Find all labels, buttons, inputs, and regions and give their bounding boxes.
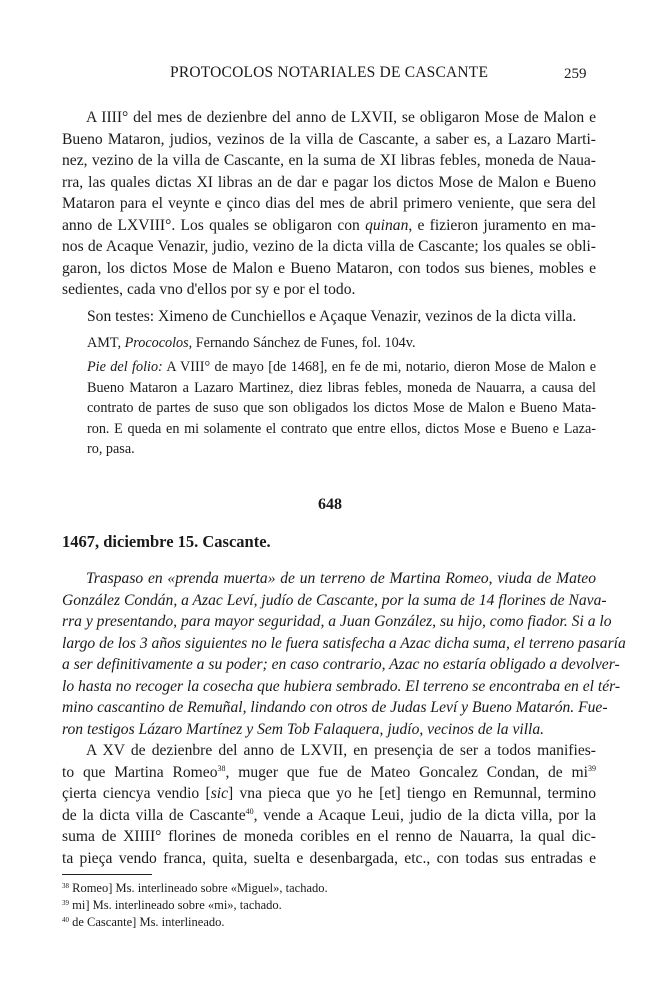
- text-line: Bueno Mataron a Lazaro Martinez, diez libras febles, moneda de Nauarra, a causa del: [87, 379, 596, 396]
- source-reference: [87, 333, 596, 354]
- text-line: ro, pasa.: [87, 441, 135, 457]
- folio-note-label: Pie del folio:: [87, 359, 163, 375]
- text-fragment: , e fizieron juramento en ma-: [408, 216, 596, 234]
- footnote: [62, 897, 328, 914]
- running-head: PROTOCOLOS NOTARIALES DE CASCANTE: [170, 64, 489, 81]
- footnote-text: mi] Ms. interlineado sobre «mi», tachado.: [69, 898, 282, 912]
- summary-line: lo hasta no recoger la cosecha que hubiera sembrado. El terreno se encontraba en el tér-: [62, 677, 621, 695]
- summary-line: largo de los 3 años siguientes no le fuera satisfecha a Azac dicha suma, el terreno pasaría: [62, 634, 626, 652]
- text-line: A XV de dezienbre del anno de LXVII, en presençia de ser a todos manifies-: [86, 742, 596, 759]
- text-fragment: ] vna pieca que yo he [et] tiengo en Remunnal, termino: [228, 785, 596, 802]
- previous-document-body: [62, 107, 596, 301]
- footnote: [62, 880, 328, 897]
- text-line: Bueno Mataron, judios, vezinos de la villa de Cascante, a saber es, a Lazaro Marti-: [62, 130, 596, 148]
- text-line: suma de XIIII° florines de moneda coribles en el renno de Nauarra, la qual dic-: [62, 828, 596, 845]
- text-line: [87, 357, 596, 378]
- witnesses-text: Son testes: Ximeno de Cunchiellos e Açaque Venazir, vezinos de la dicta villa.: [87, 308, 577, 325]
- source-prefix: AMT,: [87, 335, 125, 351]
- folio-note-text: A VIII° de mayo [de 1468], en fe de mi, notario, dieron Mose de Malon e: [162, 359, 597, 375]
- document-summary: [62, 568, 626, 740]
- footnote-text: de Cascante] Ms. interlineado.: [69, 915, 225, 929]
- source-italic: Prococolos: [124, 335, 189, 351]
- source-text: [87, 333, 596, 354]
- summary-line: mino cascantino de Remuñal, lindando con otros de Judas Leví y Bueno Matarón. Fue-: [62, 699, 608, 716]
- source-suffix: , Fernando Sánchez de Funes, fol. 104v.: [188, 335, 416, 351]
- footnote-number: 38: [62, 882, 69, 890]
- text-fragment: , muger que fue de Mateo Goncalez Condan, de mi: [225, 763, 589, 781]
- summary-line: González Condán, a Azac Leví, judío de Cascante, por la suma de 14 florines de Nava-: [62, 591, 607, 609]
- text-line: contrato de partes de suso que son obligados los dictos Mose de Malon e Bueno Mata-: [87, 400, 596, 416]
- document-number: 648: [318, 496, 342, 513]
- text-line: [62, 783, 596, 805]
- text-line: [62, 805, 596, 827]
- footnote-ref[interactable]: 39: [588, 763, 597, 773]
- document-text: [62, 740, 596, 869]
- summary-line: Traspaso en «prenda muerta» de un terreno de Martina Romeo, viuda de Mateo: [86, 570, 596, 587]
- footnote-ref[interactable]: 38: [217, 763, 226, 773]
- footnote-separator: [62, 874, 152, 875]
- sic-mark: sic: [210, 785, 229, 802]
- text-fragment: , vende a Acaque Leui, judio de la dicta villa, por la: [253, 806, 596, 824]
- text-line: ta pieça vendo franca, quita, suelta e desenbargada, etc., con todas sus entradas e: [62, 849, 596, 867]
- text-line: rra, las quales dictas XI libras an de dar e pagar los dictos Mose de Malon e Bueno: [62, 173, 596, 191]
- witnesses-line: [87, 306, 596, 328]
- italic-term: quinan: [365, 216, 409, 234]
- footnote-number: 40: [62, 916, 69, 924]
- folio-note: [87, 357, 596, 460]
- summary-line: ron testigos Lázaro Martínez y Sem Tob Falaquera, judío, vecinos de la villa.: [62, 720, 545, 738]
- text-line: garon, los dictos Mose de Malon e Bueno Mataron, con todos sus bienes, mobles e: [62, 259, 596, 277]
- text-line: nos de Acaque Venazir, judio, vezino de la dicta villa de Cascante; los quales se obli-: [62, 238, 596, 255]
- footnote-ref[interactable]: 40: [245, 806, 254, 816]
- text-line: ron. E queda en mi solamente el contrato que entre ellos, dictos Mose e Bueno e Laza-: [87, 420, 596, 437]
- footnote: [62, 914, 328, 931]
- text-fragment: çierta ciencya vendio [: [62, 785, 211, 802]
- text-line: Mataron para el veynte e çinco dias del mes de abril primero veniente, que sera del: [62, 195, 596, 212]
- footnote-text: Romeo] Ms. interlineado sobre «Miguel», tachado.: [69, 881, 328, 895]
- text-line: A IIII° del mes de dezienbre del anno de LXVII, se obligaron Mose de Malon e: [86, 109, 596, 126]
- document-date-place: 1467, diciembre 15. Cascante.: [62, 532, 271, 551]
- text-line: sedientes, cada vno d'ellos por sy e por el todo.: [62, 281, 356, 298]
- text-fragment: anno de LXVIII°. Los quales se obligaron con: [62, 216, 366, 234]
- footnote-number: 39: [62, 899, 69, 907]
- footnotes: [62, 880, 328, 931]
- text-fragment: to que Martina Romeo: [62, 763, 218, 781]
- text-line: nez, vezino de la villa de Cascante, en la suma de XI libras febles, moneda de Naua-: [62, 152, 596, 169]
- text-line: [62, 215, 596, 237]
- text-line: [62, 762, 596, 784]
- summary-line: rra y presentando, para mayor seguridad, a Juan González, su hijo, como fiador. Si a lo: [62, 613, 612, 630]
- summary-line: a ser definitivamente a su poder; en caso contrario, Azac no estaría obligado a devolver-: [62, 656, 620, 673]
- page-number: 259: [564, 66, 587, 82]
- text-fragment: de la dicta villa de Cascante: [62, 806, 246, 824]
